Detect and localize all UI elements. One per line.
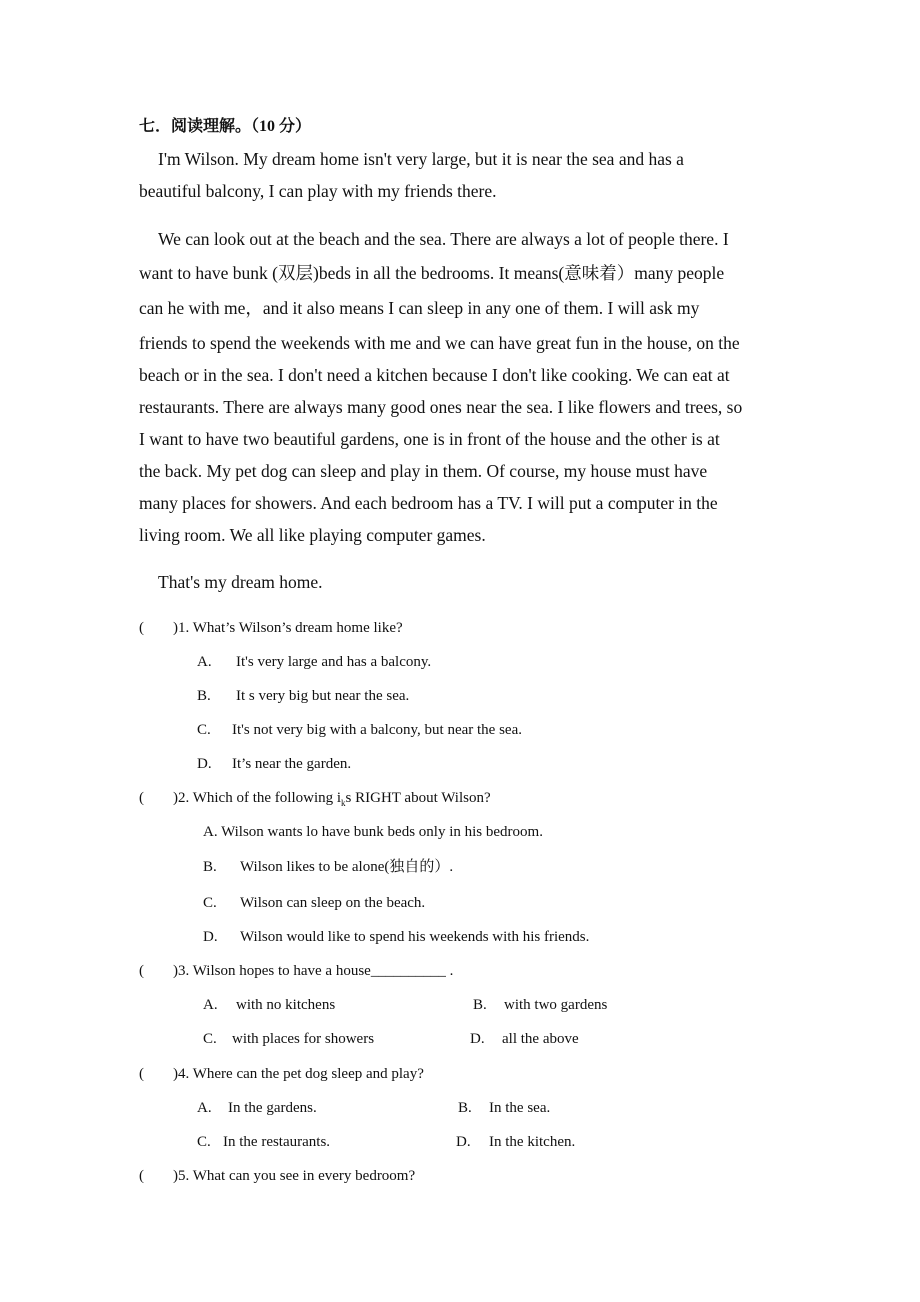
question-text: 2. Which of the following $i_ks$ RIGHT about Wilson? [178,790,491,808]
question-text: 1. What’s Wilson’s dream home like? [178,620,403,636]
option-2d-letter: D. [203,929,218,945]
answer-blank-open[interactable]: ( [139,1168,144,1184]
answer-blank-close: ) [173,1066,178,1082]
option-3b-letter: B. [473,997,487,1013]
passage-line: friends to spend the weekends with me and we can have great fun in the house, on the [139,333,740,353]
answer-blank-open[interactable]: ( [139,790,144,806]
option-4d-text: In the kitchen. [489,1134,576,1150]
option-3d-letter: D. [470,1031,485,1047]
question-2 [139,789,491,812]
passage-line: I want to have two beautiful gardens, one is in front of the house and the other is at [139,429,720,449]
answer-blank-close: ) [173,620,178,636]
option-2b-letter: B. [203,859,217,875]
question-1 [139,619,403,637]
option-4a-text: In the gardens. [228,1100,317,1116]
option-1b-text: It s very big but near the sea. [236,688,410,704]
option-2d-text: Wilson would like to spend his weekends with his friends. [240,929,590,945]
question-text: 4. Where can the pet dog sleep and play? [178,1066,424,1082]
question-5 [139,1167,415,1185]
passage-line: restaurants. There are always many good ones near the sea. I like flowers and trees, so [139,397,743,417]
option-1c-text: It's not very big with a balcony, but near the sea. [232,722,522,738]
option-1a-text: It's very large and has a balcony. [236,654,432,670]
option-2c-text: Wilson can sleep on the beach. [240,895,426,911]
passage-line: We can look out at the beach and the sea. There are always a lot of people there. I [158,229,729,249]
passage-line: living room. We all like playing computer games. [139,525,486,545]
option-4c-text: In the restaurants. [223,1134,331,1150]
option-4d-letter: D. [456,1134,471,1150]
question-text: 5. What can you see in every bedroom? [178,1168,416,1184]
option-4a-letter: A. [197,1100,212,1116]
option-1d-text: It’s near the garden. [232,756,352,772]
option-1c-letter: C. [197,722,211,738]
passage-line: want to have bunk (双层)beds in all the bedrooms. It means(意味着）many people [139,263,725,283]
option-2c-letter: C. [203,895,217,911]
section-title: 七．阅读理解。（10 分） [139,118,312,135]
answer-blank-open[interactable]: ( [139,620,144,636]
option-3b-text: with two gardens [504,997,608,1013]
option-3a-letter: A. [203,997,218,1013]
option-4b-letter: B. [458,1100,472,1116]
passage-line: I'm Wilson. My dream home isn't very large, but it is near the sea and has a [158,149,684,169]
option-3c-text: with places for showers [232,1031,375,1047]
answer-blank-open[interactable]: ( [139,1066,144,1082]
option-4b-text: In the sea. [489,1100,551,1116]
answer-blank-close: ) [173,963,178,979]
answer-blank-open[interactable]: ( [139,963,144,979]
question-text: 3. Wilson hopes to have a house__________ . [178,963,454,979]
question-3 [139,962,453,980]
answer-blank-close: ) [173,790,178,806]
question-4 [139,1065,424,1083]
passage-line: That's my dream home. [158,572,323,592]
option-1d-letter: D. [197,756,212,772]
option-3c-letter: C. [203,1031,217,1047]
option-4c-letter: C. [197,1134,211,1150]
passage-line: the back. My pet dog can sleep and play in them. Of course, my house must have [139,461,708,481]
option-2b-text: Wilson likes to be alone(独自的）. [240,859,454,875]
passage-line: many places for showers. And each bedroom has a TV. I will put a computer in the [139,493,718,513]
answer-blank-close: ) [173,1168,178,1184]
option-2a: A. Wilson wants lo have bunk beds only in his bedroom. [203,824,543,840]
option-3d-text: all the above [502,1031,579,1047]
passage-line: beautiful balcony, I can play with my friends there. [139,181,497,201]
option-1a-letter: A. [197,654,212,670]
passage-line: can he with me，and it also means I can sleep in any one of them. I will ask my [139,298,700,318]
passage-line: beach or in the sea. I don't need a kitchen because I don't like cooking. We can eat at [139,365,730,385]
option-1b-letter: B. [197,688,211,704]
option-3a-text: with no kitchens [236,997,336,1013]
